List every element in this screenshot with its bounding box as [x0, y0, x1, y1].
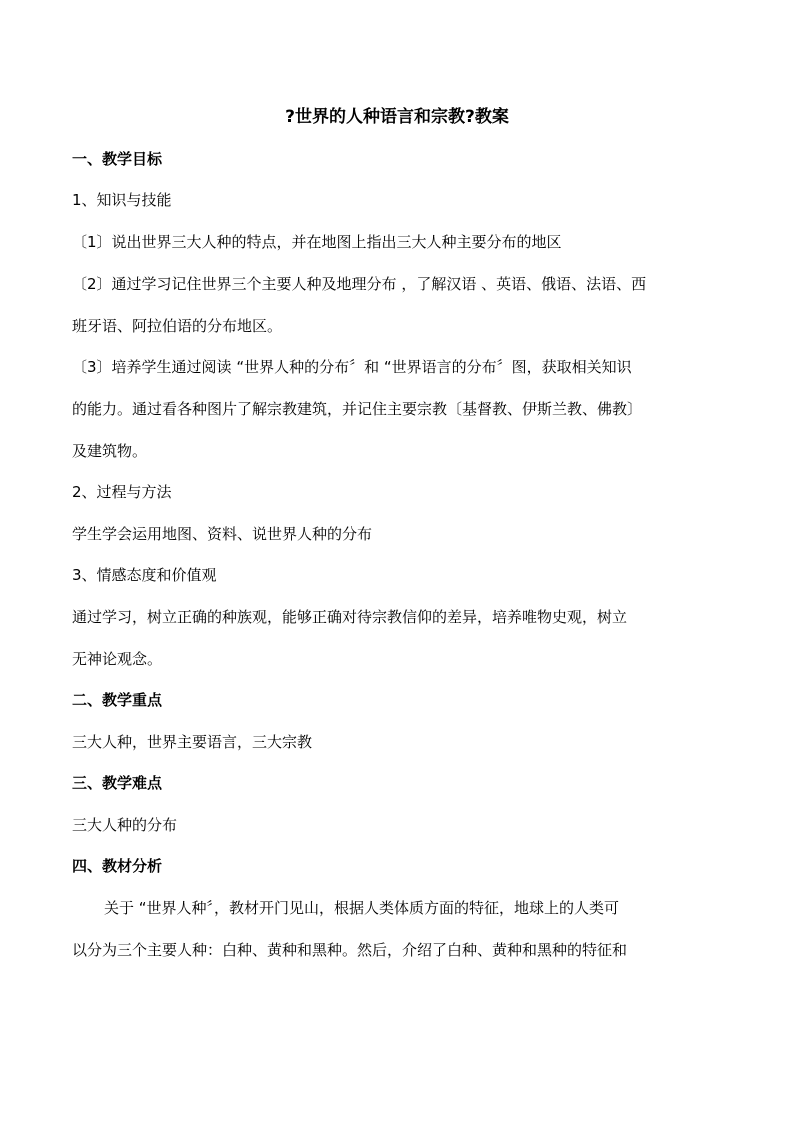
objective-item-3-line-3: 及建筑物。	[72, 442, 148, 460]
objective-item-3-line-2: 的能力。通过看各种图片了解宗教建筑，并记住主要宗教〔基督教、伊斯兰教、佛教〕	[72, 400, 643, 418]
objective-item-2-line-1: 〔2〕通过学习记住世界三个主要人种及地理分布 ，了解汉语 、英语、俄语、法语、西	[72, 275, 647, 293]
emotion-values-line-2: 无神论观念。	[72, 650, 163, 668]
section-heading-material-analysis: 四、教材分析	[72, 857, 163, 875]
material-analysis-line-2: 以分为三个主要人种：白种、黄种和黑种。然后，介绍了白种、黄种和黑种的特征和	[72, 941, 628, 959]
objective-item-2-line-2: 班牙语、阿拉伯语的分布地区。	[72, 317, 283, 335]
subheading-knowledge-skills: 1、知识与技能	[72, 191, 172, 209]
subheading-emotion-values: 3、情感态度和价值观	[72, 566, 217, 584]
key-points-text: 三大人种，世界主要语言，三大宗教	[72, 733, 313, 751]
subheading-process-methods: 2、过程与方法	[72, 483, 172, 501]
material-analysis-line-1: 关于 “世界人种〞，教材开门见山，根据人类体质方面的特征，地球上的人类可	[104, 899, 620, 917]
emotion-values-line-1: 通过学习，树立正确的种族观，能够正确对待宗教信仰的差异，培养唯物史观，树立	[72, 608, 628, 626]
objective-item-1: 〔1〕说出世界三大人种的特点，并在地图上指出三大人种主要分布的地区	[72, 233, 562, 251]
objective-item-3-line-1: 〔3〕培养学生通过阅读 “世界人种的分布〞和 “世界语言的分布〞图，获取相关知识	[72, 358, 632, 376]
section-heading-key-points: 二、教学重点	[72, 691, 163, 709]
section-heading-teaching-objectives: 一、教学目标	[72, 150, 163, 168]
document-title: ?世界的人种语言和宗教?教案	[285, 107, 509, 127]
section-heading-difficulties: 三、教学难点	[72, 774, 163, 792]
process-methods-text: 学生学会运用地图、资料、说世界人种的分布	[72, 525, 373, 543]
difficulties-text: 三大人种的分布	[72, 816, 178, 834]
